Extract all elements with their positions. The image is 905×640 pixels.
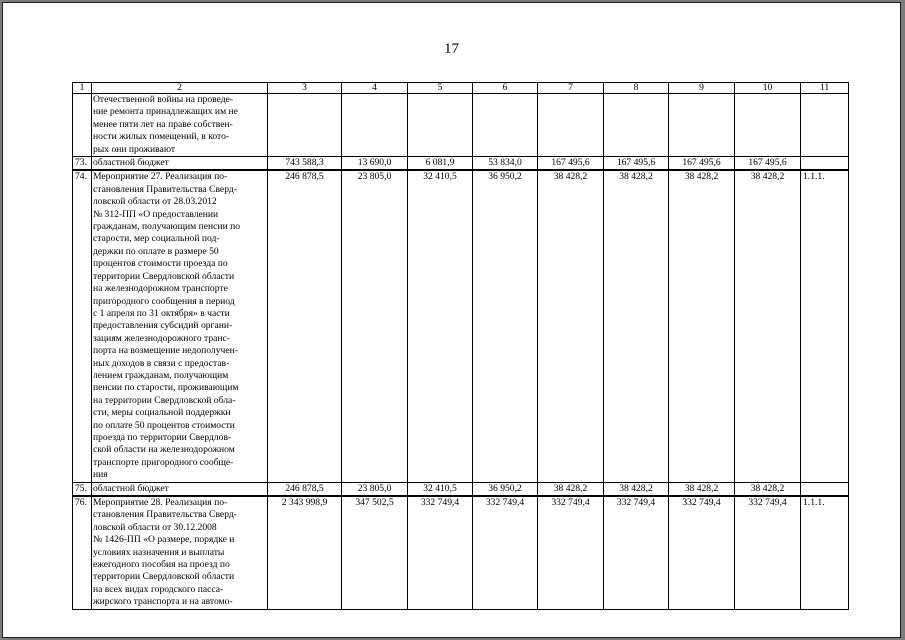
header-cell: 7: [538, 83, 604, 94]
description-line: областной бюджет: [93, 157, 169, 169]
value-cell: [538, 94, 604, 157]
value-cell: 23 805,0: [342, 482, 408, 496]
value-cell: 38 428,2: [669, 482, 735, 496]
description-line: лением гражданам, получающим: [93, 369, 229, 381]
description-line: держки по оплате в размере 50: [93, 245, 219, 257]
target-code: [801, 94, 849, 157]
header-cell: 4: [342, 83, 408, 94]
description-line: старости, мер социальной под-: [93, 233, 220, 245]
value-cell: 38 428,2: [735, 482, 801, 496]
description-line: менее пяти лет на праве собствен-: [93, 118, 233, 130]
description-line: условиях назначения и выплаты: [93, 546, 225, 558]
description-line: порта на возмещение недополучен-: [93, 345, 238, 357]
description-line: Мероприятие 28. Реализация по-: [93, 497, 228, 508]
table-row: [73, 94, 849, 157]
target-code: 1.1.1.: [801, 496, 849, 609]
description-line: транспорте пригородного сообще-: [93, 456, 234, 468]
value-cell: 13 690,0: [342, 157, 408, 171]
description-line: ности жилых помещений, в кото-: [93, 131, 230, 143]
table-row: [73, 496, 849, 609]
value-cell: 36 950,2: [473, 482, 538, 496]
value-cell: 38 428,2: [604, 482, 669, 496]
description-line: ние ремонта принадлежащих им не: [93, 106, 238, 118]
description-line: становления Правительства Сверд-: [93, 509, 237, 521]
header-cell: 11: [801, 83, 849, 94]
value-cell: [604, 94, 669, 157]
value-cell: 167 495,6: [604, 157, 669, 171]
row-description: [92, 170, 268, 482]
description-line: проезда по территории Свердлов-: [93, 431, 232, 443]
row-number: 76.: [73, 496, 92, 609]
description-line: зациям железнодорожного транс-: [93, 332, 231, 344]
target-code: 1.1.1.: [801, 170, 849, 482]
description-line: с 1 апреля по 31 октября» в части: [93, 307, 230, 319]
description-line: территории Свердловской области: [93, 270, 235, 282]
header-row: [73, 83, 849, 94]
description-line: по оплате 50 процентов стоимости: [93, 419, 235, 431]
header-cell: 5: [408, 83, 473, 94]
value-cell: 6 081,9: [408, 157, 473, 171]
budget-table: [72, 82, 849, 610]
row-description: [92, 496, 268, 609]
value-cell: 2 343 998,9: [268, 496, 342, 609]
description-line: областной бюджет: [93, 482, 169, 494]
value-cell: 38 428,2: [538, 482, 604, 496]
description-line: предоставления субсидий органи-: [93, 320, 233, 332]
page-number: 17: [444, 41, 459, 57]
header-cell: 6: [473, 83, 538, 94]
description-line: рых они проживают: [93, 143, 176, 155]
value-cell: 167 495,6: [538, 157, 604, 171]
value-cell: [473, 94, 538, 157]
description-line: пригородного сообщения в период: [93, 295, 235, 307]
description-line: Отечественной войны на проведе-: [93, 94, 234, 105]
description-line: ской области на железнодорожном: [93, 444, 235, 456]
description-line: на железнодорожном транспорте: [93, 283, 228, 295]
value-cell: 23 805,0: [342, 170, 408, 482]
header-cell: 2: [92, 83, 268, 94]
value-cell: 38 428,2: [538, 170, 604, 482]
row-number: 74.: [73, 170, 92, 482]
value-cell: 38 428,2: [735, 170, 801, 482]
value-cell: 332 749,4: [669, 496, 735, 609]
value-cell: 332 749,4: [473, 496, 538, 609]
description-line: ловской области от 28.03.2012: [93, 196, 217, 208]
header-cell: 3: [268, 83, 342, 94]
description-line: № 1426-ПП «О размере, порядке и: [93, 534, 235, 546]
value-cell: 743 588,3: [268, 157, 342, 171]
row-number: 75.: [73, 482, 92, 496]
value-cell: [669, 94, 735, 157]
row-number: 73.: [73, 157, 92, 171]
value-cell: 167 495,6: [669, 157, 735, 171]
value-cell: 347 502,5: [342, 496, 408, 609]
description-line: жирского транспорта и на автомо-: [93, 596, 233, 608]
header-cell: 1: [73, 83, 92, 94]
value-cell: [735, 94, 801, 157]
value-cell: 32 410,5: [408, 170, 473, 482]
header-cell: 8: [604, 83, 669, 94]
row-description: [92, 482, 268, 496]
value-cell: [408, 94, 473, 157]
description-line: сти, меры социальной поддержки: [93, 407, 231, 419]
description-line: гражданам, получающим пенсии по: [93, 221, 241, 233]
value-cell: 38 428,2: [669, 170, 735, 482]
value-cell: 332 749,4: [538, 496, 604, 609]
document-page: [2, 2, 901, 638]
description-line: процентов стоимости проезда по: [93, 258, 228, 270]
description-line: на всех видах городского пасса-: [93, 583, 224, 595]
target-code: [801, 157, 849, 171]
value-cell: 332 749,4: [604, 496, 669, 609]
description-line: ных доходов в связи с предостав-: [93, 357, 230, 369]
value-cell: 246 878,5: [268, 170, 342, 482]
value-cell: [342, 94, 408, 157]
row-number: [73, 94, 92, 157]
value-cell: 53 834,0: [473, 157, 538, 171]
description-line: становления Правительства Сверд-: [93, 183, 237, 195]
description-line: ежегодного пособия на проезд по: [93, 559, 230, 571]
value-cell: 332 749,4: [735, 496, 801, 609]
value-cell: 36 950,2: [473, 170, 538, 482]
value-cell: 167 495,6: [735, 157, 801, 171]
row-description: [92, 94, 268, 157]
target-code: [801, 482, 849, 496]
table-row: [73, 157, 849, 171]
value-cell: 246 878,5: [268, 482, 342, 496]
description-line: пенсии по старости, проживающим: [93, 382, 239, 394]
value-cell: [268, 94, 342, 157]
value-cell: 38 428,2: [604, 170, 669, 482]
description-line: ния: [93, 469, 108, 481]
description-line: № 312-ПП «О предоставлении: [93, 208, 219, 220]
value-cell: 32 410,5: [408, 482, 473, 496]
description-line: ловской области от 30.12.2008: [93, 521, 217, 533]
description-line: территории Свердловской области: [93, 571, 235, 583]
header-cell: 9: [669, 83, 735, 94]
header-cell: 10: [735, 83, 801, 94]
description-line: Мероприятие 27. Реализация по-: [93, 171, 228, 183]
table-row: [73, 170, 849, 482]
row-description: [92, 157, 268, 171]
description-line: на территории Свердловской обла-: [93, 394, 236, 406]
value-cell: 332 749,4: [408, 496, 473, 609]
table-row: [73, 482, 849, 496]
